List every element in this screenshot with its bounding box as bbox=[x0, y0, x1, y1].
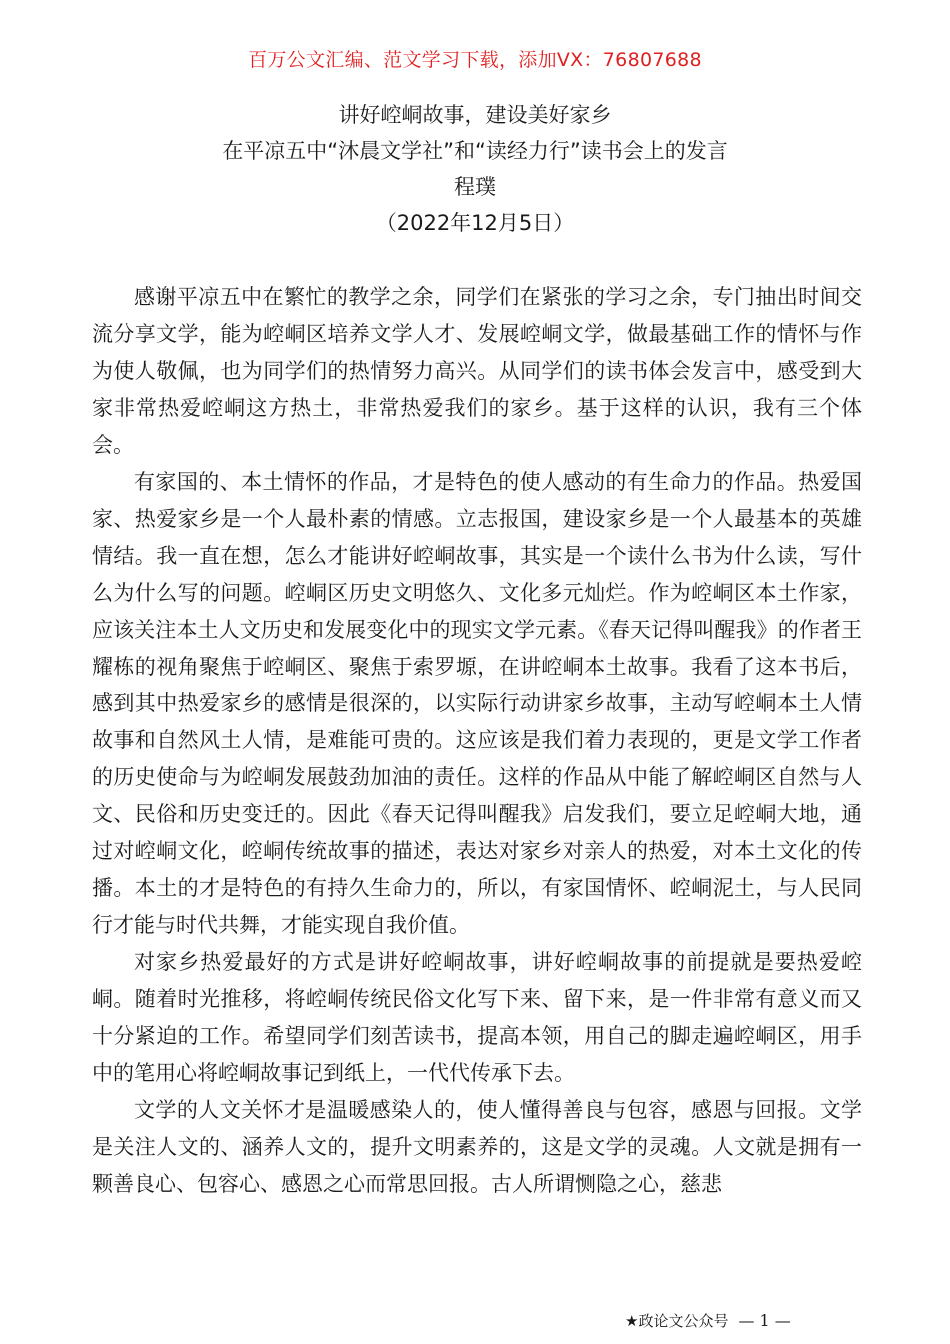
footer-source: ★政论文公众号 bbox=[625, 1312, 729, 1330]
document-subtitle: 在平凉五中“沐晨文学社”和“读经力行”读书会上的发言 bbox=[222, 139, 728, 163]
page-footer bbox=[625, 1310, 791, 1332]
paragraph: 有家国的、本土情怀的作品，才是特色的使人感动的有生命力的作品。热爱国家、热爱家乡是一个人最朴素的情感。立志报国，建设家乡是一个人最基本的英雄情结。我一直在想，怎么才能讲好崆峒故事，其实是一个读什么书为什么读，写什么为什么写的问题。崆峒区历史文明悠久、文化多元灿烂。作为崆峒区本土作家，应该关注本土人文历史和发展变化中的现实文学元素。《春天记得叫醒我》的作者王耀栋的视角聚焦于崆峒区、聚焦于索罗塬，在讲崆峒本土故事。我看了这本书后，感到其中热爱家乡的感情是很深的，以实际行动讲家乡故事，主动写崆峒本土人情故事和自然风土人情，是难能可贵的。这应该是我们着力表现的，更是文学工作者的历史使命与为崆峒发展鼓劲加油的责任。这样的作品从中能了解崆峒区自然与人文、民俗和历史变迁的。因此《春天记得叫醒我》启发我们，要立足崆峒大地，通过对崆峒文化，崆峒传统故事的描述，表达对家乡对亲人的热爱，对本土文化的传播。本土的才是特色的有持久生命力的，所以，有家国情怀、崆峒泥土，与人民同行才能与时代共舞，才能实现自我价值。 bbox=[92, 469, 862, 938]
document-body bbox=[92, 279, 862, 1203]
document-date: （2022年12月5日） bbox=[375, 211, 575, 235]
document-title: 讲好崆峒故事，建设美好家乡 bbox=[338, 103, 612, 127]
page-number: — 1 — bbox=[738, 1311, 791, 1330]
watermark-text: 百万公文汇编、范文学习下载，添加VX：76807688 bbox=[248, 49, 702, 71]
paragraph: 感谢平凉五中在繁忙的教学之余，同学们在紧张的学习之余，专门抽出时间交流分享文学，能为崆峒区培养文学人才、发展崆峒文学，做最基础工作的情怀与作为使人敬佩，也为同学们的热情努力高兴。从同学们的读书体会发言中，感受到大家非常热爱崆峒这方热土，非常热爱我们的家乡。基于这样的认识，我有三个体会。 bbox=[92, 285, 862, 457]
paragraph: 对家乡热爱最好的方式是讲好崆峒故事，讲好崆峒故事的前提就是要热爱崆峒。随着时光推移，将崆峒传统民俗文化写下来、留下来，是一件非常有意义而又十分紧迫的工作。希望同学们刻苦读书，提高本领，用自己的脚走遍崆峒区，用手中的笔用心将崆峒故事记到纸上，一代代传承下去。 bbox=[92, 950, 862, 1086]
paragraph: 文学的人文关怀才是温暖感染人的，使人懂得善良与包容，感恩与回报。文学是关注人文的、涵养人文的，提升文明素养的，这是文学的灵魂。人文就是拥有一颗善良心、包容心、感恩之心而常思回报。古人所谓恻隐之心，慈悲 bbox=[92, 1097, 862, 1196]
document-author: 程璞 bbox=[454, 175, 496, 199]
document-header bbox=[0, 97, 950, 241]
